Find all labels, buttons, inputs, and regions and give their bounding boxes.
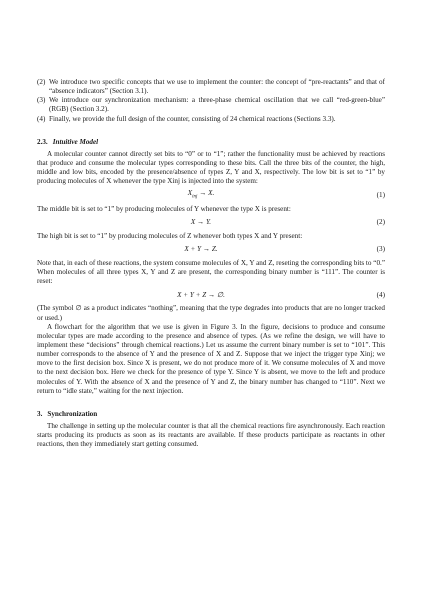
paragraph: The high bit is set to “1” by producing molecules of Z whenever both types X and Y present: (37, 231, 303, 240)
equation-number: (2) (376, 218, 385, 227)
equation-body: X → Y. (190, 218, 212, 227)
section-number: 3. (37, 409, 43, 418)
equation-2 (37, 216, 385, 230)
list-text: Finally, we provide the full design of the counter, consisting of 24 chemical reactions (Sections 3.3). (49, 114, 336, 123)
section-heading-2-3 (37, 138, 385, 147)
section-title: Intuitive Model (52, 137, 99, 146)
list-item (37, 115, 385, 124)
paragraph: A flowchart for the algorithm that we use is given in Figure 3. In the figure, decisions to produce and consume molecular types are made according to the presence and absence of types. (As we refine the design, we will have to implement these “decisions” through chemical reactions.) Let us assume the current binary number is set to “101”. This number corresponds to the absence of Y and the presence of X and Z. Suppose that we inject the trigger type Xinj; we move to the first decision box. Since X is present, we do not produce more of it. We consume molecules of X and move to the next decision box. Here we check for the presence of type Y. Since Y is absent, we move to the left and produce molecules of Y. With the absence of X and the presence of Y and Z, the binary number has changed to “110”. Next we return to “idle state,” waiting for the next injection. (37, 322, 385, 395)
equation-1 (37, 189, 385, 203)
paragraph: The middle bit is set to “1” by producing molecules of Y whenever the type X is present: (37, 204, 291, 213)
equation-body (37, 189, 365, 202)
page-body (37, 78, 385, 450)
paragraph: The challenge in setting up the molecular counter is that all the chemical reactions fire asynchronously. Each reaction starts producing its products as soon as its reactants are available. If these products participate as reactants in other reactions, then they immediately start getting consumed. (37, 422, 385, 449)
equation-subscript: inj (192, 194, 198, 200)
section-title: Synchronization (47, 409, 98, 418)
equation-body: X + Y → Z. (184, 245, 218, 254)
equation-4 (37, 288, 385, 302)
equation-number: (1) (376, 190, 385, 199)
equation-number: (3) (376, 245, 385, 254)
list-text: We introduce our synchronization mechanism: a three-phase chemical oscillation that we call “red-green-blue” (RGB) (Section 3.2). (49, 96, 385, 114)
paragraph: Note that, in each of these reactions, the system consume molecules of X, Y and Z, reseting the corresponding bits to “0.” When molecules of all three types X, Y and Z are present, the corresponding binary number is “111”. The counter is reset: (37, 258, 385, 286)
list-item (37, 96, 385, 114)
equation-body: X + Y + Z → ∅. (177, 290, 225, 299)
list-number: (4) (37, 114, 46, 123)
section-heading-3 (37, 410, 385, 419)
contribution-list (37, 78, 385, 124)
section-number: 2.3. (37, 137, 48, 146)
paragraph: A molecular counter cannot directly set bits to “0” or to “1”; rather the functionality must be achieved by reactions that produce and consume the molecular types corresponding to these bits. Call the three bits of the counter, the high, middle and low bits, encoded by the presence/absence of types Z, Y and X, respectively. The low bit is set to “1” by producing molecules of X whenever the type Xinj is injected into the system: (37, 149, 385, 186)
list-number: (3) (37, 96, 46, 105)
list-item (37, 78, 385, 96)
equation-rhs: → X. (199, 189, 215, 198)
list-text: We introduce two specific concepts that we use to implement the counter: the concept of “pre-reactants” and that of “absence indicators” (Section 3.1). (49, 78, 385, 96)
equation-3 (37, 243, 385, 257)
list-number: (2) (37, 78, 46, 86)
paragraph: (The symbol ∅ as a product indicates “nothing”, meaning that the type degrades into products that are no longer tracked or used.) (37, 304, 385, 322)
equation-number: (4) (376, 290, 385, 299)
equation-lhs: X (187, 189, 193, 198)
